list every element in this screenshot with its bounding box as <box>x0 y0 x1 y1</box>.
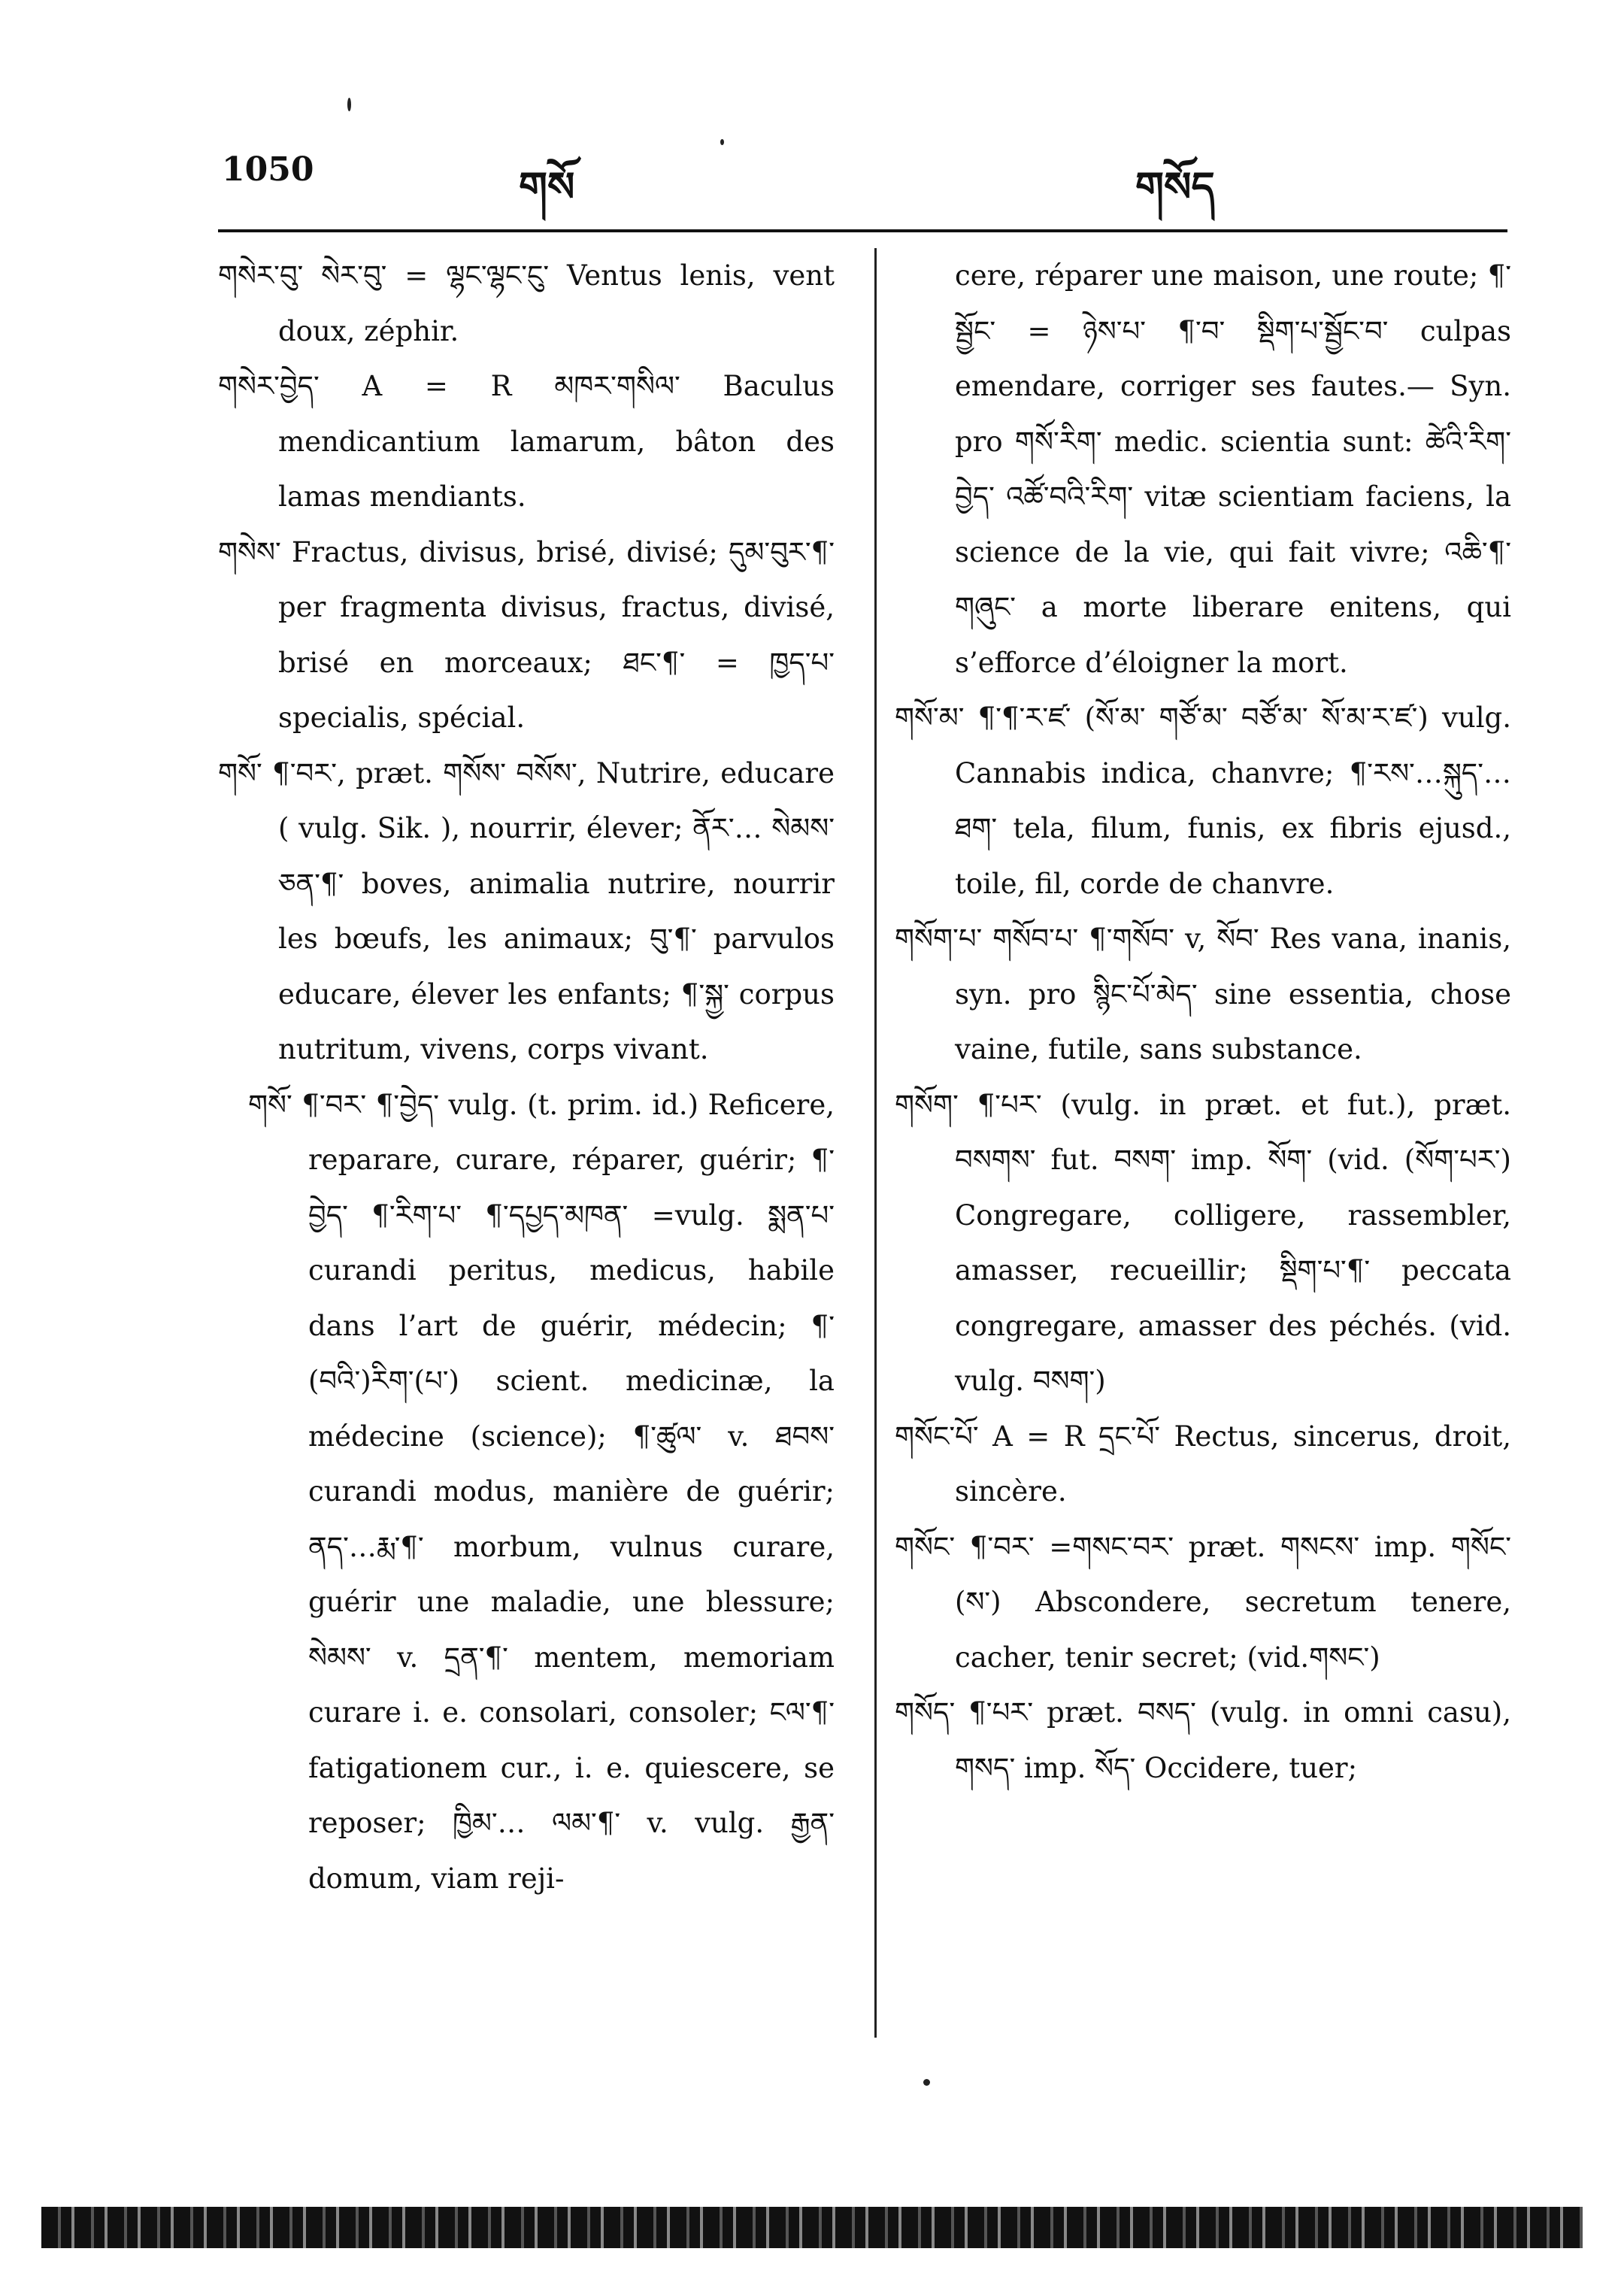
column-rule <box>874 248 877 2038</box>
running-head-right: གསོད <box>1135 162 1215 211</box>
left-column <box>218 248 835 1906</box>
dictionary-entry: གསོང་པོ་ A = R དྲང་པོ་ Rectus, sincerus, droit, sincère. <box>895 1420 1511 1508</box>
page-number: 1050 <box>222 150 314 189</box>
scan-speck <box>720 139 724 145</box>
dictionary-entry: གསོད་ ¶་པར་ præt. བསད་ (vulg. in omni casu), གསད་ imp. སོད་ Occidere, tuer; <box>895 1696 1511 1784</box>
header-rule <box>218 229 1507 232</box>
dictionary-entry: གསོང་ ¶་བར་ =གསང་བར་ præt. གསངས་ imp. གསོང་(ས་) Abscondere, secretum tenere, cacher, tenir secret; (vid.གསང་) <box>895 1530 1511 1674</box>
scan-bar <box>41 2207 1583 2248</box>
dictionary-subentry: གསོ་ ¶་བར་ ¶་བྱེད་ vulg. (t. prim. id.) Reficere, reparare, curare, réparer, guérir; ¶་བྱེད་ ¶་རིག་པ་ ¶་དཔྱད་མཁན་ =vulg. སྨན་པ་ curandi peritus, medicus, habile dans l’art de guérir, médecin; ¶་(བའི་)རིག་(པ་) scient. medicinæ, la médecine (science); ¶་ཚུལ་ v. ཐབས་ curandi modus, manière de guérir; ནད་…རྨ་¶་ morbum, vulnus curare, guérir une maladie, une blessure; སེམས་ v. དྲན་¶་ mentem, memoriam curare i. e. consolari, consoler; ངལ་¶་ fatigationem cur., i. e. quiescere, se reposer; ཁྱིམ་… ལམ་¶་ v. vulg. རྒྱན་ domum, viam reji- <box>248 1088 835 1895</box>
dictionary-entry-continued: cere, réparer une maison, une route; ¶་སྦྱོང་ = ཉེས་པ་ ¶་བ་ སྡིག་པ་སྦྱོང་བ་ culpas emendare, corriger ses fautes.— Syn. pro གསོ་རིག་ medic. scientia sunt: ཚེའི་རིག་བྱེད་ འཚོ་བའི་རིག་ vitæ scientiam faciens, la science de la vie, qui fait vivre; འཆི་¶་གཞུང་ a morte liberare enitens, qui s’efforce d’éloigner la mort. <box>955 259 1511 679</box>
dictionary-entry: གསོ་ ¶་བར་, præt. གསོས་ བསོས་, Nutrire, educare ( vulg. Sik. ), nourrir, élever; ནོར་… སེམས་ཅན་¶་ boves, animalia nutrire, nourrir les bœufs, les animaux; བུ་¶་ parvulos educare, élever les enfants; ¶་སྐྱ་ corpus nutritum, vivens, corps vivant. <box>218 756 835 1065</box>
running-head-left: གསོ <box>519 162 575 211</box>
dictionary-entry: གསོ་མ་ ¶་¶་ར་ཛ་ (སོ་མ་ གཙོ་མ་ བཙོ་མ་ སོ་མ་ར་ཛ་) vulg. Cannabis indica, chanvre; ¶་རས་…སྐུད་…ཐག་ tela, filum, funis, ex fibris ejusd., toile, fil, corde de chanvre. <box>895 702 1511 900</box>
dictionary-entry: གསོག་ ¶་པར་ (vulg. in præt. et fut.), præt. བསགས་ fut. བསག་ imp. སོག་ (vid. (སོག་པར་) Congregare, colligere, rassembler, amasser, recueillir; སྡིག་པ་¶་ peccata congregare, amasser des péchés. (vid. vulg. བསག་) <box>895 1088 1511 1397</box>
dictionary-entry: གསེས་ Fractus, divisus, brisé, divisé; དུམ་བུར་¶་ per fragmenta divisus, fractus, divisé, brisé en morceaux; ཐང་¶་ = ཁྱད་པ་ specialis, spécial. <box>218 535 835 734</box>
scan-speck <box>347 98 351 111</box>
dictionary-entry: གསེར་བུ་ སེར་བུ་ = ལྷང་ལྷང་ངུ་ Ventus lenis, vent doux, zéphir. <box>218 259 835 347</box>
scan-speck <box>923 2079 930 2086</box>
right-column <box>895 248 1511 1796</box>
dictionary-entry: གསོག་པ་ གསོབ་པ་ ¶་གསོབ་ v, སོབ་ Res vana, inanis, syn. pro སྙིང་པོ་མེད་ sine essentia, chose vaine, futile, sans substance. <box>895 923 1511 1065</box>
dictionary-entry: གསེར་བྱེད་ A = R མཁར་གསིལ་ Baculus mendicantium lamarum, bâton des lamas mendiants. <box>218 370 835 513</box>
